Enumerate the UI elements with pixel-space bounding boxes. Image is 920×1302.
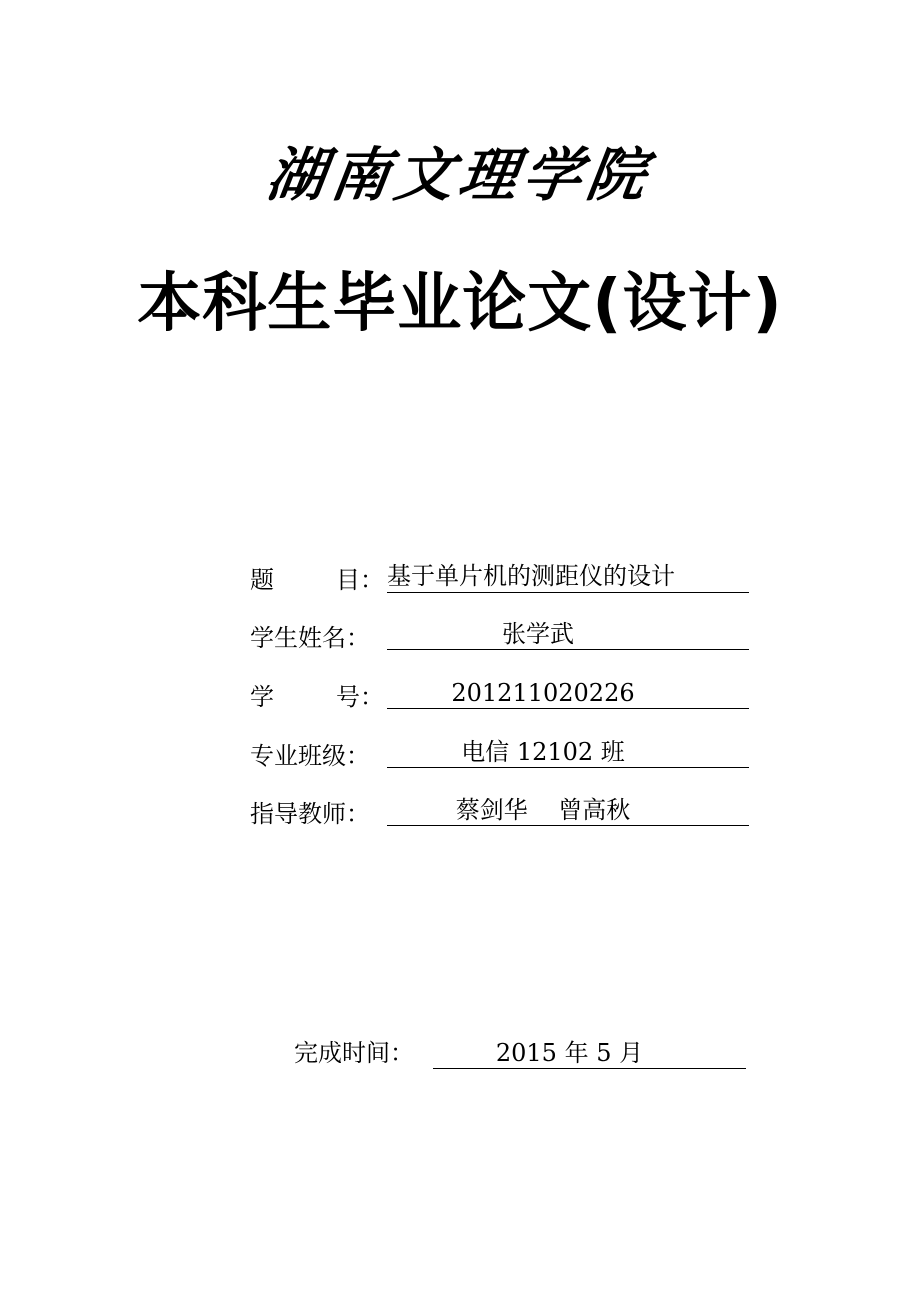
field-topic-value: 基于单片机的测距仪的设计 — [387, 560, 749, 593]
field-student-name-label: 学生姓名： — [250, 624, 370, 652]
field-student-id-label: 学 号： — [250, 683, 384, 711]
field-completion-date-value: 2015 年 5 月 — [433, 1037, 746, 1069]
field-advisor-label: 指导教师： — [250, 800, 370, 828]
field-topic-label: 题 目： — [250, 566, 384, 594]
field-class-label: 专业班级： — [250, 742, 370, 770]
field-class-value: 电信 12102 班 — [387, 736, 749, 768]
school-name-calligraphy: 湖南文理学院 — [262, 141, 657, 209]
field-completion-date-label: 完成时间： — [294, 1039, 414, 1067]
field-student-name-value: 张学武 — [387, 618, 749, 650]
field-student-id-value: 201211020226 — [387, 677, 749, 709]
document-title: 本科生毕业论文(设计) — [137, 267, 783, 341]
field-advisor-value: 蔡剑华 曾高秋 — [387, 794, 749, 826]
